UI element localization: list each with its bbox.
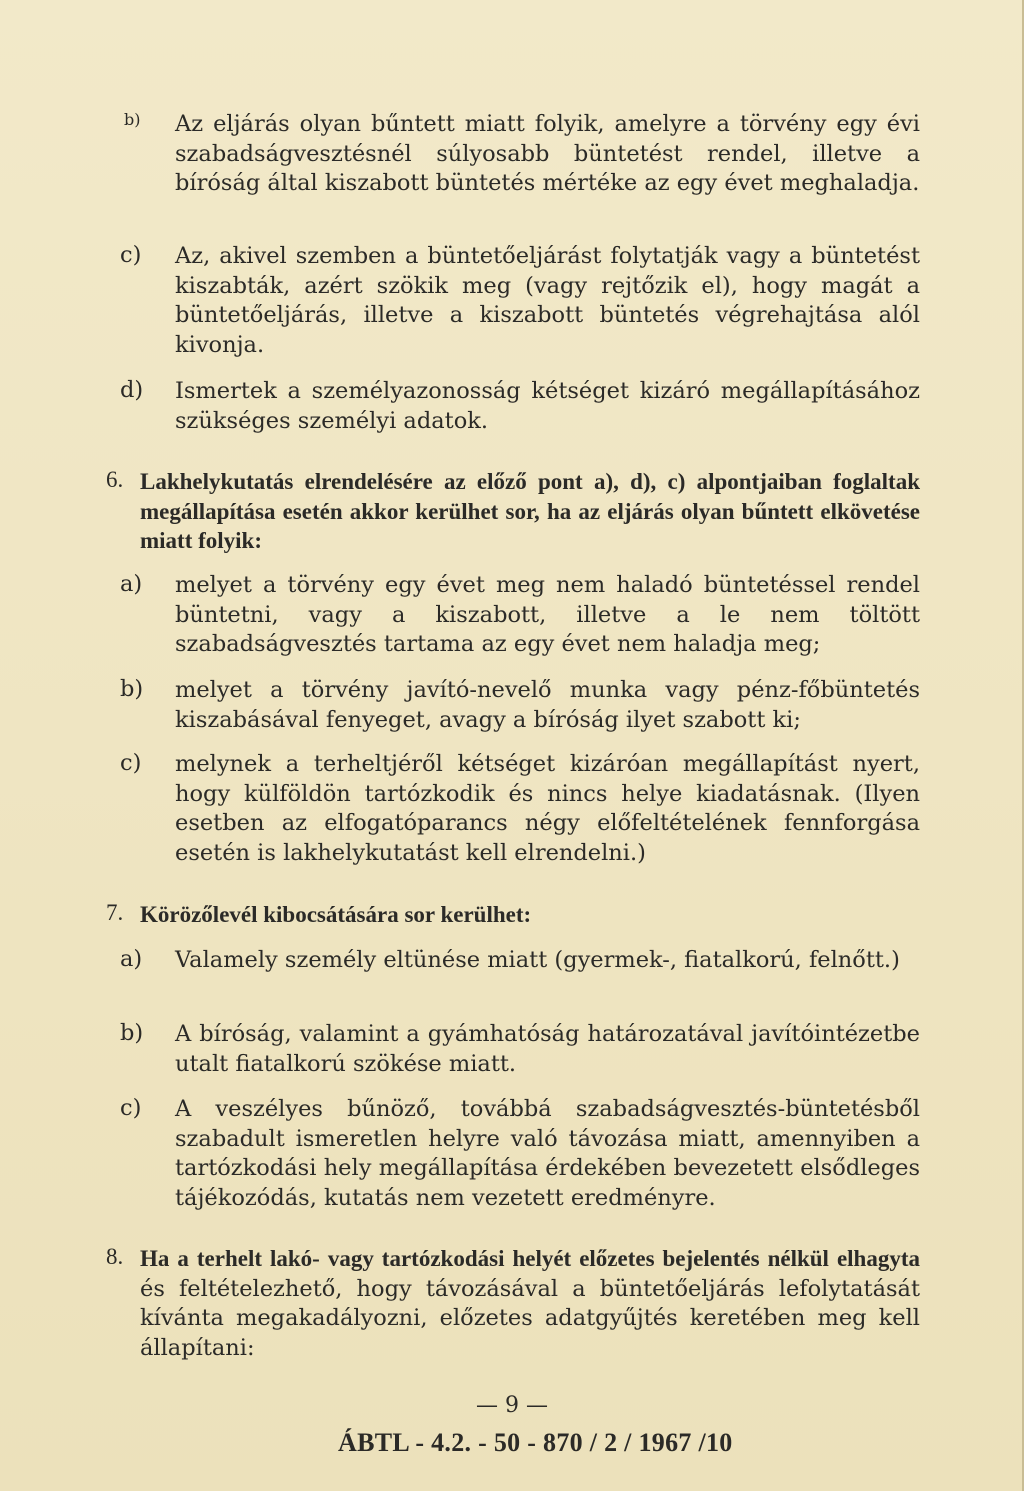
section-number: 6. bbox=[106, 467, 124, 492]
item-text: Az eljárás olyan bűntett miatt folyik, amelyre a törvény egy évi szabadságvesztésnél súlyosabb büntetést rendel, illetve a bíróság által kiszabott büntetés mértéke az egy évet meghaladja. bbox=[175, 111, 920, 196]
item-text: melynek a terheltjéről kétséget kizáróan megállapítást nyert, hogy külföldön tartózkodik és nincs helye kiadatásnak. (Ilyen esetben az elfogatóparancs négy előfeltételének fennforgása esetén is lakhelykutatást kell elrendelni.) bbox=[175, 751, 920, 866]
item-text: A bíróság, valamint a gyámhatóság határozatával javítóintézetbe utalt fiatalkorú szökése miatt. bbox=[175, 1021, 920, 1077]
item-text: melyet a törvény egy évet meg nem haladó büntetéssel rendel büntetni, vagy a kiszabott, illetve a le nem töltött szabadságvesztés tartama az egy évet nem haladja meg; bbox=[175, 572, 920, 657]
item-marker: d) bbox=[120, 377, 144, 403]
item-marker: c) bbox=[120, 1095, 142, 1121]
section-number: 8. bbox=[106, 1244, 124, 1269]
item-marker: a) bbox=[120, 571, 143, 597]
section-paragraph bbox=[140, 1244, 920, 1363]
item-marker: c) bbox=[120, 242, 142, 268]
section-heading: Körözőlevél kibocsátására sor kerülhet: bbox=[140, 902, 532, 927]
item-marker: c) bbox=[120, 750, 142, 776]
item-marker: b) bbox=[124, 110, 141, 129]
section-number: 7. bbox=[106, 900, 124, 925]
item-marker: a) bbox=[120, 946, 143, 972]
item-text: Valamely személy eltünése miatt (gyermek-, fiatalkorú, felnőtt.) bbox=[175, 947, 900, 973]
item-text: Az, akivel szemben a büntetőeljárást folytatják vagy a büntetést kiszabták, azért szökik meg (vagy rejtőzik el), hogy magát a büntetőeljárás, illetve a kiszabott büntetés végrehajtása alól kivonja. bbox=[175, 243, 920, 358]
item-text: A veszélyes bűnöző, továbbá szabadságvesztés-büntetésből szabadult ismeretlen helyre való távozása miatt, amennyiben a tartózkodási hely megállapítása érdekében bevezetett elsődleges tájékozódás, kutatás nem vezetett eredményre. bbox=[175, 1096, 920, 1211]
page-number: — 9 — bbox=[476, 1393, 548, 1418]
item-text: melyet a törvény javító-nevelő munka vagy pénz-főbüntetés kiszabásával fenyeget, avagy a bíróság ilyet szabott ki; bbox=[175, 677, 920, 733]
section-heading: Ha a terhelt lakó- vagy tartózkodási helyét előzetes bejelentés nélkül elhagyta bbox=[140, 1246, 920, 1271]
item-marker: b) bbox=[120, 676, 144, 702]
section-heading: Lakhelykutatás elrendelésére az előző pont a), d), c) alpontjaiban foglaltak megállapítása esetén akkor kerülhet sor, ha az eljárás olyan bűntett elkövetése miatt folyik: bbox=[140, 469, 920, 553]
archive-reference: ÁBTL - 4.2. - 50 - 870 / 2 / 1967 /10 bbox=[338, 1428, 733, 1457]
section-text: és feltételezhető, hogy távozásával a büntetőeljárás lefolytatását kívánta megakadályozni, előzetes adatgyűjtés keretében meg kell állapítani: bbox=[140, 1275, 920, 1361]
item-text: Ismertek a személyazonosság kétséget kizáró megállapításához szükséges személyi adatok. bbox=[175, 378, 920, 434]
item-marker: b) bbox=[120, 1020, 144, 1046]
